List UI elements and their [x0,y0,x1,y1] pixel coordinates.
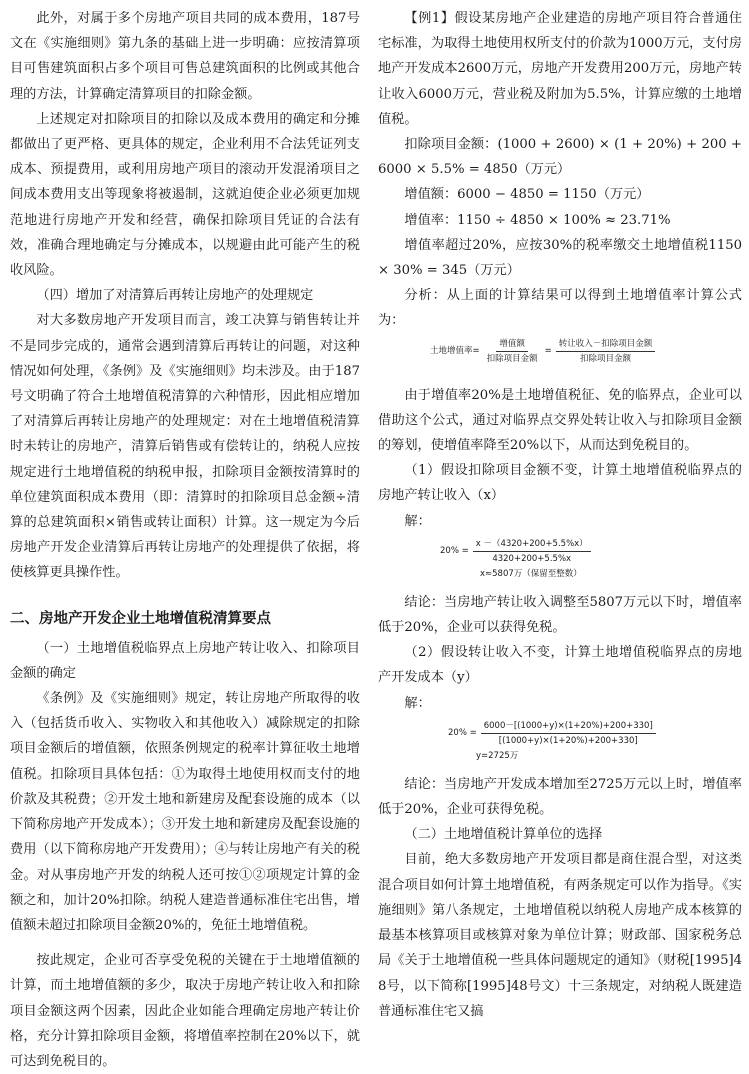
fraction-denominator: 扣除项目金额 [486,353,538,364]
formula-lhs: 20% = [448,728,477,739]
subheading: （四）增加了对清算后再转让房地产的处理规定 [36,288,314,304]
fraction-denominator: 4320+200+5.5%x [492,553,572,564]
left-column [10,6,360,1074]
calc-line: 增值额：6000 − 4850 = 1150（万元） [404,187,650,203]
paragraph: 上述规定对扣除项目的扣除以及成本费用的确定和分摊都做出了更严格、更具体的规定，企业利用不合法凭证列支成本、预提费用，或利用房地产项目的滚动开发混淆项目之间成本费用支出等现象将被遏制，这就迫使企业必须更加规范地进行房地产开发和经营，确保扣除项目凭证的合法有效，准确合理地确定与分摊成本，以规避由此可能产生的税收风险。 [10,111,360,279]
fraction-numerator: 增值额 [496,338,528,352]
fraction-denominator: 扣除项目金额 [580,353,632,364]
right-column [378,6,742,1024]
formula-revenue [440,538,742,580]
paragraph: 目前，绝大多数房地产开发项目都是商住混合型，对这类混合项目如何计算土地增值税，有两条规定可以作为指导。《实施细则》第八条规定，土地增值税以纳税人房地产成本核算的最基本核算项目或核算对象为单位计算；财政部、国家税务总局《关于土地增值税一些具体问题规定的通知》（财税[1995]48号，以下简称[1995]48号文）十三条规定，对纳税人既建造普通标准住宅又搞 [378,852,742,1019]
question: （1）假设扣除项目金额不变，计算土地增值税临界点的房地产转让收入（x） [378,463,742,504]
calc-line: 增值率：1150 ÷ 4850 × 100% ≈ 23.71% [404,212,671,228]
solution-label: 解： [404,513,431,529]
formula-result: y=2725万 [476,750,519,761]
formula-equals: = [544,346,552,357]
fraction-denominator: [(1000+y)×(1+20%)+200+330] [498,735,638,746]
example-paragraph: 【例1】假设某房地产企业建造的房地产项目符合普通住宅标准，为取得土地使用权所支付的价款为1000万元，支付房地产开发成本2600万元，房地产开发费用200万元，房地产转让收入6000万元，营业税及附加为5.5%，计算应缴的土地增值税。 [378,11,742,127]
formula-lhs: 土地增值率= [430,346,480,357]
fraction [556,338,656,365]
paragraph: 按此规定，企业可否享受免税的关键在于土地增值额的计算，而土地增值额的多少，取决于房地产转让收入和扣除项目金额这两个因素，因此企业如能合理确定房地产转让价格，充分计算扣除项目金额，将增值率控制在20%以下，就可达到免税目的。 [10,953,360,1069]
solution-label: 解： [404,695,431,711]
fraction-numerator: x －（4320+200+5.5%x） [473,538,591,552]
conclusion: 结论：当房地产开发成本增加至2725万元以上时，增值率低于20%，企业可获得免税。 [378,776,742,818]
section-heading: 二、房地产开发企业土地增值税清算要点 [10,610,271,627]
fraction-numerator: 6000－[(1000+y)×(1+20%)+200+330] [481,720,656,734]
paragraph: 由于增值率20%是土地增值税征、免的临界点，企业可以借助这个公式，通过对临界点交界处转让收入与扣除项目金额的筹划，使增值率降至20%以下，从而达到免税目的。 [378,387,742,454]
calc-line: 扣除项目金额：(1000 + 2600) × (1 + 20%) + 200 + 6000 × 5.5% = 4850（万元） [378,137,742,178]
subheading: （二）土地增值税计算单位的选择 [404,827,603,843]
conclusion: 结论：当房地产转让收入调整至5807万元以下时，增值率低于20%，企业可以获得免税。 [378,594,742,636]
analysis-paragraph: 分析：从上面的计算结果可以得到土地增值率计算公式为： [378,288,742,329]
paragraph: 《条例》及《实施细则》规定，转让房地产所取得的收入（包括货币收入、实物收入和其他收入）减除规定的扣除项目金额后的增值额，依照条例规定的税率计算征收土地增值税。扣除项目具体包括：①为取得土地使用权而支付的地价款及其税费；②开发土地和新建房及配套设施的成本（以下简称房地产开发成本）；③开发土地和新建房及配套设施的费用（以下简称房地产开发费用）；④与转让房地产有关的税金。对从事房地产开发的纳税人还可按①②项规定计算的金额之和，加计20%扣除。纳税人建造普通标准住宅出售，增值额未超过扣除项目金额20%的，免征土地增值税。 [10,691,360,933]
formula-lhs: 20% = [440,546,469,557]
fraction-numerator: 转让收入－扣除项目金额 [556,338,656,352]
subheading: （一）土地增值税临界点上房地产转让收入、扣除项目金额的确定 [10,640,360,681]
formula-increment-rate [430,338,742,365]
fraction [484,338,541,365]
question: （2）假设转让收入不变，计算土地增值税临界点的房地产开发成本（y） [378,645,742,686]
calc-line: 增值率超过20%，应按30%的税率缴交土地增值税1150 × 30% = 345（万元） [378,237,742,279]
formula-result: x≈5807万（保留至整数） [480,568,582,579]
formula-cost [448,720,742,762]
paragraph: 对大多数房地产开发项目而言，竣工决算与销售转让并不是同步完成的，通常会遇到清算后再转让的问题，对这种情况如何处理，《条例》及《实施细则》均未涉及。由于187号文明确了符合土地增值税清算的六种情形，因此相应增加了对清算后再转让房地产的处理规定：对在土地增值税清算时未转让的房地产，清算后销售或有偿转让的，纳税人应按规定进行土地增值税的纳税申报，扣除项目金额按清算时的单位建筑面积成本费用（即：清算时的扣除项目总金额÷清算的总建筑面积×销售或转让面积）计算。这一规定为今后房地产开发企业清算后再转让房地产的处理提供了依据，将使核算更具操作性。 [10,313,360,581]
fraction [473,538,591,565]
fraction [481,720,656,747]
paragraph: 此外，对属于多个房地产项目共同的成本费用，187号文在《实施细则》第九条的基础上进一步明确：应按清算项目可售建筑面积占多个项目可售总建筑面积的比例或其他合理的方法，计算确定清算项目的扣除金额。 [10,11,360,102]
